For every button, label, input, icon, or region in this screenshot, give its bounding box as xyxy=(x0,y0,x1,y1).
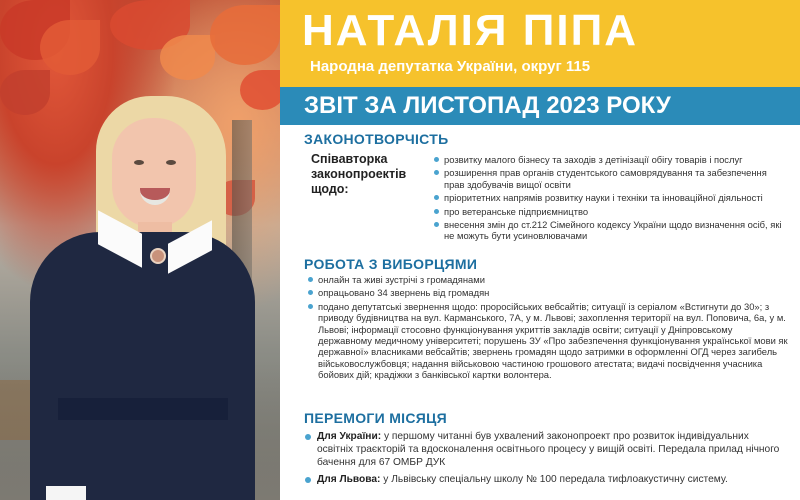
win-text-lviv: у Львівську спеціальну школу № 100 передала тифлоакустичну систему. xyxy=(380,474,728,486)
list-item: розширення прав органів студентського самоврядування та забезпечення прав здобувачів вищої освіти xyxy=(432,167,782,190)
list-item: внесення змін до ст.212 Сімейного кодексу України щодо визначення осіб, які не можуть бути усиновлювачами xyxy=(432,219,782,242)
coauthor-label: Співавторка законопроектів щодо: xyxy=(311,152,407,196)
win-lead-ukraine: Для України: xyxy=(317,431,382,442)
list-item: про ветеранське підприємництво xyxy=(432,206,782,217)
win-text-ukraine: у першому читанні був ухвалений законопроект про розвиток індивідуальних освітніх траєкторій та вдосконалення освітнього процесу у вищій освіті. Передала прилад нічного бачення для 67 ОМБР ДУК xyxy=(317,431,780,468)
section-wins-title: ПЕРЕМОГИ МІСЯЦЯ xyxy=(304,410,448,426)
list-item xyxy=(304,474,784,487)
list-item: онлайн та живі зустрічі з громадянами xyxy=(306,274,788,285)
list-item xyxy=(304,431,784,469)
deputy-role: Народна депутатка України, округ 115 xyxy=(310,58,591,75)
list-item: опрацьовано 34 звернень від громадян xyxy=(306,287,788,298)
list-item: розвитку малого бізнесу та заходів з детінізації обігу товарів і послуг xyxy=(432,154,782,165)
brooch-icon xyxy=(150,248,166,264)
portrait-photo xyxy=(0,0,280,500)
voters-list xyxy=(306,274,788,383)
win-lead-lviv: Для Львова: xyxy=(317,474,381,486)
section-voters-title: РОБОТА З ВИБОРЦЯМИ xyxy=(304,256,478,272)
lawmaking-list xyxy=(432,154,782,244)
list-item: подано депутатські звернення щодо: проросійських вебсайтів; ситуації із серіалом «Встигнути до 30»; з приводу будівництва на вул. Карманського, 7А, у м. Львові; захоплення території на вул. Поповича, 6а, у м. Львові; інформації стосовно функціонування укриттів закладів освіти; ситуації у Дніпровському державному медичному університеті; порушень ЗУ «Про забезпечення функціонування української мови як державної» власниками вебсайтів; звернень громадян щодо затримки в оформленні ОГД через загибель військовослужбовця; надання військовою частиною грошового атестата; видачі посвідчення учасника бойових дій; крадіжки з банківської картки волонтера. xyxy=(306,301,788,381)
deputy-name: НАТАЛІЯ ПІПА xyxy=(302,6,638,55)
list-item: пріоритетних напрямів розвитку науки і техніки та інноваційної діяльності xyxy=(432,192,782,203)
section-lawmaking-title: ЗАКОНОТВОРЧІСТЬ xyxy=(304,131,449,147)
report-title: ЗВІТ ЗА ЛИСТОПАД 2023 РОКУ xyxy=(304,92,671,119)
wins-list xyxy=(304,431,784,492)
